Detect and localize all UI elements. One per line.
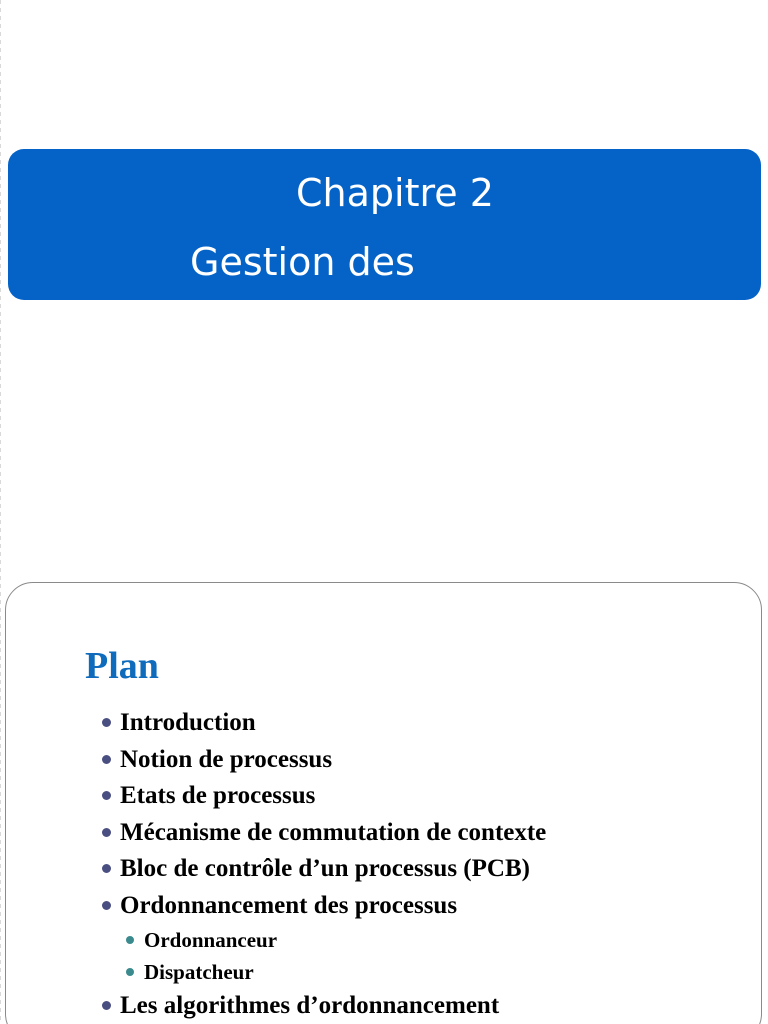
bullet-icon	[102, 718, 111, 727]
bullet-icon	[126, 936, 134, 944]
plan-item-label: Bloc de contrôle d’un processus (PCB)	[120, 855, 530, 882]
plan-item-label: Introduction	[120, 709, 256, 736]
plan-subitem-ordonnanceur	[124, 924, 546, 956]
plan-item-pcb	[100, 851, 546, 888]
plan-item-label: Ordonnanceur	[144, 928, 278, 952]
plan-item-commutation-de-contexte	[100, 815, 546, 852]
bullet-icon	[102, 901, 111, 910]
bullet-icon	[126, 968, 134, 976]
plan-item-notion-de-processus	[100, 742, 546, 779]
plan-heading: Plan	[85, 645, 159, 687]
plan-item-label: Etats de processus	[120, 782, 316, 809]
bullet-icon	[102, 864, 111, 873]
bullet-icon	[102, 828, 111, 837]
chapter-subtitle: Gestion des	[190, 240, 415, 284]
plan-item-label: Ordonnancement des processus	[120, 891, 458, 919]
bullet-icon	[102, 755, 111, 764]
plan-item-label: Dispatcheur	[144, 960, 254, 984]
bullet-icon	[102, 791, 111, 800]
plan-item-label: Notion de processus	[120, 745, 333, 773]
plan-list	[100, 705, 546, 1024]
plan-item-ordonnancement	[100, 888, 546, 925]
plan-item-introduction	[100, 705, 546, 742]
chapter-title: Chapitre 2	[296, 171, 494, 215]
plan-item-algorithmes	[100, 988, 546, 1024]
plan-item-etats-de-processus	[100, 778, 546, 815]
bullet-icon	[102, 1001, 111, 1010]
plan-item-label: Mécanisme de commutation de contexte	[120, 818, 547, 846]
page-edge-divider	[0, 0, 1, 1024]
plan-subitem-dispatcheur	[124, 956, 546, 988]
plan-item-label: Les algorithmes d’ordonnancement	[120, 992, 500, 1019]
title-banner	[8, 149, 761, 300]
